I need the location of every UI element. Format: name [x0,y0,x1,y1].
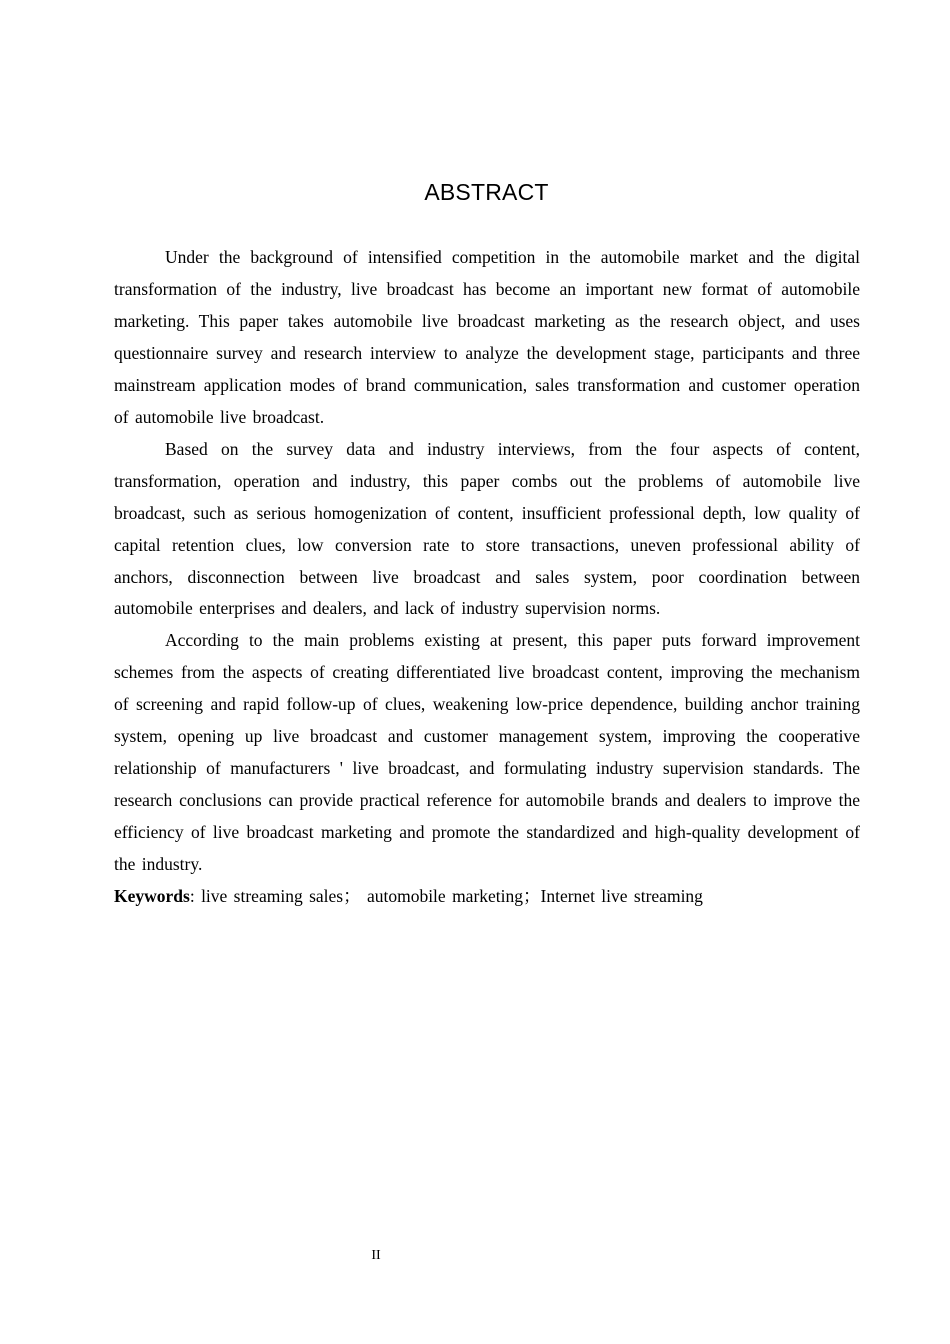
abstract-paragraph-3: According to the main problems existing at present, this paper puts forward improvement schemes from the aspects of creating differentiated live broadcast content, improving the mechanism of screening and rapid follow-up of clues, weakening low-price dependence, building anchor training system, opening up live broadcast and customer management system, improving the cooperative relationship of manufacturers ' live broadcast, and formulating industry supervision standards. The research conclusions can provide practical reference for automobile brands and dealers to improve the efficiency of live broadcast marketing and promote the standardized and high-quality development of the industry. [114,630,860,875]
keywords-text: : live streaming sales； automobile marketing；Internet live streaming [189,886,703,907]
abstract-body [114,242,860,913]
abstract-paragraph-2: Based on the survey data and industry interviews, from the four aspects of content, transformation, operation and industry, this paper combs out the problems of automobile live broadcast, such as serious homogenization of content, insufficient professional depth, low quality of capital retention clues, low conversion rate to store transactions, uneven professional ability of anchors, disconnection between live broadcast and sales system, poor coordination between automobile enterprises and dealers, and lack of industry supervision norms. [114,438,860,619]
page-number: II [371,1248,381,1263]
abstract-paragraph-1: Under the background of intensified competition in the automobile market and the digital transformation of the industry, live broadcast has become an important new format of automobile marketing. This paper takes automobile live broadcast marketing as the research object, and uses questionnaire survey and research interview to analyze the development stage, participants and three mainstream application modes of brand communication, sales transformation and customer operation of automobile live broadcast. [114,247,860,427]
keywords-label: Keywords [114,886,190,907]
keywords-line [114,881,860,913]
abstract-title: ABSTRACT [424,179,549,205]
